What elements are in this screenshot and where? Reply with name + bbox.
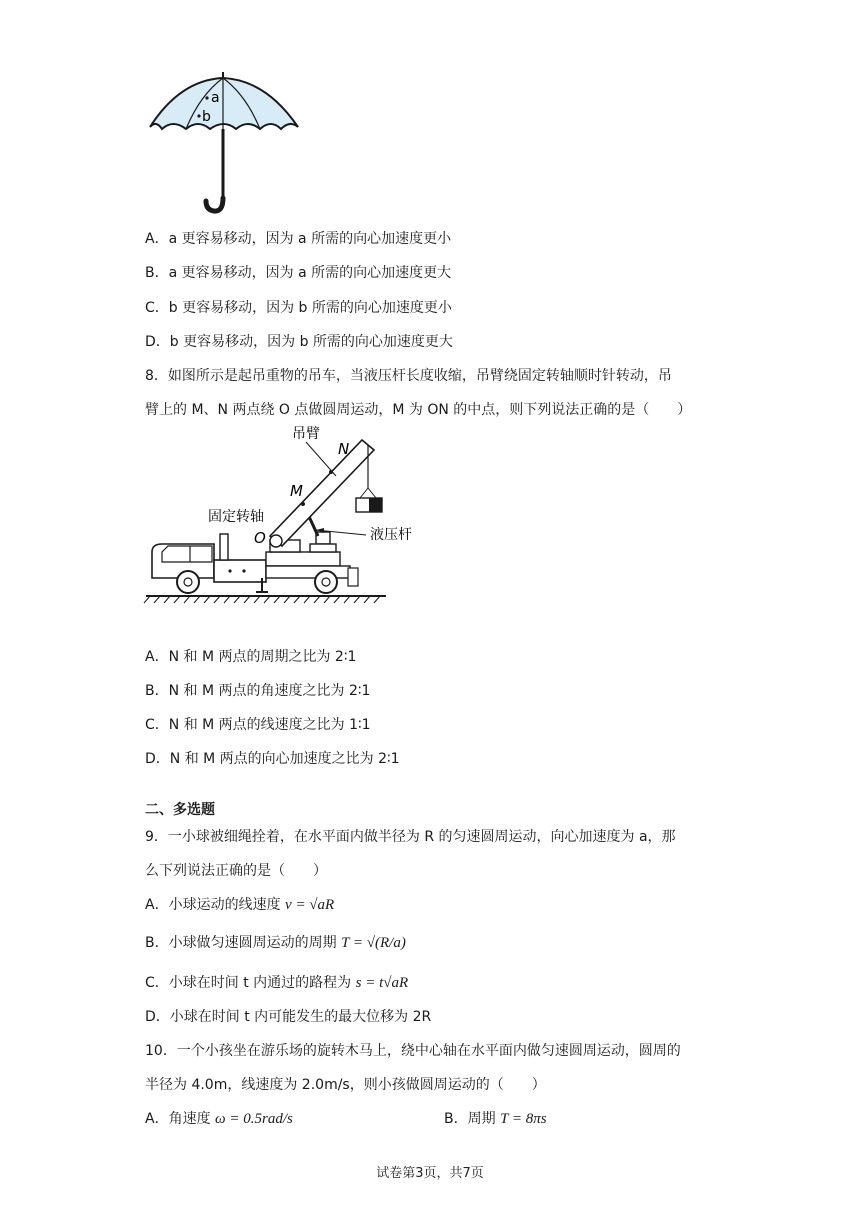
q9-option-b-text: B．小球做匀速圆周运动的周期 xyxy=(145,935,337,951)
q8-option-c: C．N 和 M 两点的线速度之比为 1∶1 xyxy=(145,717,371,733)
point-m xyxy=(301,502,305,506)
q8-stem-line1: 8．如图所示是起吊重物的吊车，当液压杆长度收缩，吊臂绕固定转轴顺时针转动，吊 xyxy=(145,368,672,384)
q9-option-a-text: A．小球运动的线速度 xyxy=(145,897,281,913)
q9-option-a xyxy=(145,895,334,915)
point-a-label: a xyxy=(211,90,220,106)
q10-stem-line1: 10．一个小孩坐在游乐场的旋转木马上，绕中心轴在水平面内做匀速圆周运动，圆周的 xyxy=(145,1043,681,1059)
q7-option-d: D．b 更容易移动，因为 b 所需的向心加速度更大 xyxy=(145,334,453,350)
q7-option-c: C．b 更容易移动，因为 b 所需的向心加速度更小 xyxy=(145,300,452,316)
q9-option-c-formula: s = t√aR xyxy=(355,975,409,991)
crane-figure xyxy=(140,424,412,606)
q10-option-b-text: B．周期 xyxy=(444,1111,496,1127)
q9-stem-line2: 么下列说法正确的是（ ） xyxy=(145,863,327,879)
q10-stem-line2: 半径为 4.0m，线速度为 2.0m/s，则小孩做圆周运动的（ ） xyxy=(145,1077,546,1093)
page-footer: 试卷第3页，共7页 xyxy=(376,1166,484,1181)
q8-option-a: A．N 和 M 两点的周期之比为 2∶1 xyxy=(145,649,357,665)
q10-option-b-formula: T = 8πs xyxy=(500,1111,547,1127)
pivot-label: 固定转轴 xyxy=(208,509,264,525)
umbrella-canopy xyxy=(150,78,298,129)
q9-option-d: D．小球在时间 t 内可能发生的最大位移为 2R xyxy=(145,1009,432,1025)
point-n-label: N xyxy=(338,440,350,458)
q7-option-b: B．a 更容易移动，因为 a 所需的向心加速度更大 xyxy=(145,265,452,281)
q8-option-b: B．N 和 M 两点的角速度之比为 2∶1 xyxy=(145,683,371,699)
umbrella-handle xyxy=(206,198,223,211)
q9-option-a-formula: v = √aR xyxy=(285,897,335,913)
point-m-label: M xyxy=(290,482,303,500)
q9-option-b xyxy=(145,933,406,953)
q9-stem-line1: 9．一小球被细绳拴着，在水平面内做半径为 R 的匀速圆周运动，向心加速度为 a，那 xyxy=(145,829,676,845)
q9-option-b-formula: T = √(R/a) xyxy=(341,935,406,951)
section-title: 二、多选题 xyxy=(145,802,215,818)
q10-option-a-formula: ω = 0.5rad/s xyxy=(215,1111,293,1127)
q8-stem-line2: 臂上的 M、N 两点绕 O 点做圆周运动，M 为 ON 的中点，则下列说法正确的是（ ） xyxy=(145,402,692,418)
q8-option-d: D．N 和 M 两点的向心加速度之比为 2∶1 xyxy=(145,751,400,767)
point-b-label: b xyxy=(202,109,211,125)
hydraulic-label: 液压杆 xyxy=(370,527,412,543)
q10-option-b xyxy=(444,1109,547,1129)
point-o-label: O xyxy=(254,529,266,547)
q9-option-c xyxy=(145,973,408,993)
q10-option-a-text: A．角速度 xyxy=(145,1111,211,1127)
q10-option-a xyxy=(145,1109,293,1129)
umbrella-figure xyxy=(140,70,310,218)
q9-option-c-text: C．小球在时间 t 内通过的路程为 xyxy=(145,975,352,991)
boom-label: 吊臂 xyxy=(292,426,320,442)
q7-option-a: A．a 更容易移动，因为 a 所需的向心加速度更小 xyxy=(145,231,452,247)
